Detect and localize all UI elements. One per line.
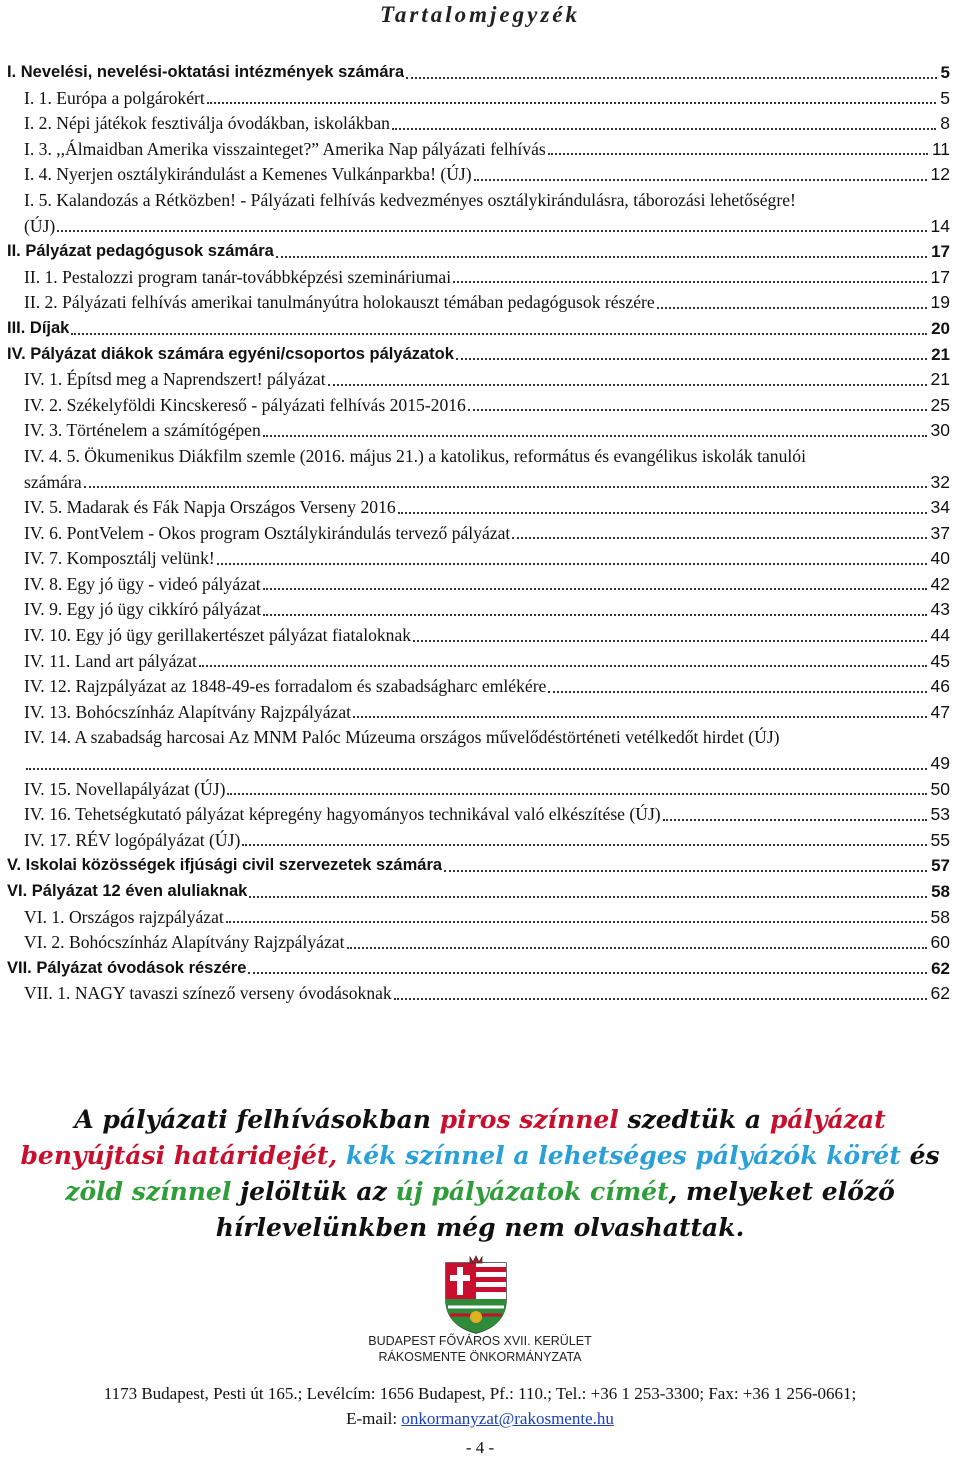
toc-entry-text: VII. 1. NAGY tavaszi színező verseny óvodásoknak — [24, 983, 392, 1004]
toc-dot-leader — [394, 997, 927, 1000]
org-line-2: RÁKOSMENTE ÖNKORMÁNYZATA — [378, 1350, 582, 1364]
toc-entry[interactable] — [7, 981, 950, 1007]
toc-entry-text: II. 1. Pestalozzi program tanár-továbbképzési szemináriumai — [24, 266, 452, 287]
toc-page-number: 19 — [930, 292, 950, 313]
organization-name — [0, 1333, 960, 1365]
toc-page-number: 21 — [930, 369, 950, 390]
toc-dot-leader — [468, 408, 927, 411]
toc-dot-leader — [226, 920, 927, 923]
toc-entry[interactable] — [7, 316, 950, 342]
toc-page-number: 53 — [930, 804, 950, 825]
toc-entry[interactable] — [7, 342, 950, 368]
toc-dot-leader — [84, 485, 927, 488]
toc-entry[interactable] — [7, 367, 950, 393]
toc-entry-text: IV. 11. Land art pályázat — [24, 650, 197, 671]
address-block — [0, 1381, 960, 1431]
toc-dot-leader — [276, 255, 927, 258]
toc-entry-text: I. 5. Kalandozás a Rétközben! - Pályázati felhívás kedvezményes osztálykirándulásra, táborozási lehetőségre! — [24, 189, 796, 210]
toc-dot-leader — [199, 664, 927, 667]
toc-entry-text: IV. 17. RÉV logópályázat (ÚJ) — [24, 829, 241, 850]
toc-entry[interactable] — [7, 905, 950, 931]
notice-green-text: zöld színnel — [65, 1177, 232, 1206]
toc-entry[interactable] — [7, 162, 950, 188]
toc-entry[interactable] — [7, 265, 950, 291]
toc-page-number: 57 — [931, 856, 950, 876]
toc-page-number: 62 — [930, 983, 950, 1004]
toc-entry-text: IV. 3. Történelem a számítógépen — [24, 420, 261, 441]
toc-entry[interactable] — [7, 802, 950, 828]
page-number: - 4 - — [465, 1438, 495, 1457]
toc-entry[interactable] — [7, 60, 950, 86]
toc-page-number: 58 — [930, 906, 950, 927]
toc-entry[interactable] — [7, 597, 950, 623]
toc-entry-text: VII. Pályázat óvodások részére — [7, 958, 247, 977]
toc-page-number: 11 — [931, 138, 950, 159]
table-of-contents — [7, 60, 950, 1007]
toc-dot-leader — [26, 767, 927, 770]
toc-entry[interactable] — [7, 546, 950, 572]
address-line: 1173 Budapest, Pesti út 165.; Levélcím: 1656 Budapest, Pf.: 110.; Tel.: +36 1 253-3300; Fax: +36 1 256-0661; — [103, 1384, 857, 1403]
toc-page-number: 25 — [930, 394, 950, 415]
toc-dot-leader — [227, 792, 926, 795]
toc-page-number: 37 — [930, 522, 950, 543]
toc-entry[interactable] — [7, 649, 950, 675]
toc-entry[interactable] — [7, 572, 950, 598]
color-legend-notice — [0, 1102, 960, 1246]
toc-entry-text: IV. 1. Építsd meg a Naprendszert! pályázat — [24, 369, 326, 390]
page-title: Tartalomjegyzék — [379, 2, 581, 27]
toc-dot-leader — [353, 715, 927, 718]
toc-entry-text: IV. 14. A szabadság harcosai Az MNM Palóc Múzeuma országos művelődéstörténeti vetélkedőt hirdet (ÚJ) — [24, 727, 780, 748]
toc-entry[interactable] — [7, 700, 950, 726]
toc-dot-leader — [398, 511, 927, 514]
toc-entry[interactable] — [7, 111, 950, 137]
toc-entry-text: I. 3. ,,Álmaidban Amerika visszainteget?” Amerika Nap pályázati felhívás — [24, 138, 546, 159]
toc-entry-text: I. 2. Népi játékok fesztiválja óvodákban, iskolákban — [24, 113, 390, 134]
toc-page-number: 45 — [930, 650, 950, 671]
toc-entry[interactable] — [7, 725, 950, 776]
toc-entry[interactable] — [7, 444, 950, 495]
toc-page-number: 60 — [930, 932, 950, 953]
toc-entry-text: IV. 16. Tehetségkutató pályázat képregény hagyományos technikával való elkészítése (ÚJ) — [24, 804, 661, 825]
notice-red-text: pályázat benyújtási határidejét, — [20, 1105, 886, 1170]
toc-entry-text: VI. 2. Bohócszínház Alapítvány Rajzpályázat — [24, 932, 345, 953]
notice-green-text: új pályázatok címét — [395, 1177, 669, 1206]
toc-entry[interactable] — [7, 239, 950, 265]
toc-dot-leader — [248, 971, 927, 974]
toc-dot-leader — [474, 178, 927, 181]
toc-entry[interactable] — [7, 674, 950, 700]
toc-page-number: 58 — [931, 882, 950, 901]
toc-dot-leader — [657, 306, 927, 309]
toc-dot-leader — [57, 229, 926, 232]
toc-entry[interactable] — [7, 879, 950, 905]
toc-page-number: 40 — [930, 548, 950, 569]
toc-page-number: 47 — [930, 701, 950, 722]
toc-entry-text: IV. 13. Bohócszínház Alapítvány Rajzpályázat — [24, 701, 352, 722]
toc-dot-leader — [217, 562, 927, 565]
toc-dot-leader — [392, 127, 936, 130]
toc-page-number: 21 — [931, 344, 950, 364]
toc-dot-leader — [548, 152, 928, 155]
toc-dot-leader — [453, 280, 926, 283]
toc-entry-text: IV. 4. 5. Ökumenikus Diákfilm szemle (2016. május 21.) a katolikus, református és evangélikus iskolák tanulói — [24, 445, 806, 466]
notice-red-text: piros színnel — [439, 1105, 619, 1134]
toc-entry[interactable] — [7, 777, 950, 803]
toc-entry[interactable] — [7, 828, 950, 854]
toc-page-number: 49 — [930, 753, 950, 774]
toc-page-number: 17 — [931, 242, 950, 262]
notice-text: A pályázati felhívásokban — [74, 1105, 440, 1134]
notice-blue-text: kék színnel a lehetséges pályázók körét — [345, 1141, 901, 1170]
toc-entry-text: IV. 2. Székelyföldi Kincskereső - pályázati felhívás 2015-2016 — [24, 394, 466, 415]
toc-page-number: 5 — [940, 87, 950, 108]
toc-page-number: 32 — [930, 471, 950, 492]
toc-page-number: 43 — [930, 599, 950, 620]
toc-entry-text: I. 1. Európa a polgárokért — [24, 87, 205, 108]
toc-page-number: 34 — [930, 497, 950, 518]
notice-text: szedtük a — [618, 1105, 770, 1134]
toc-entry-text: II. 2. Pályázati felhívás amerikai tanulmányútra holokauszt témában pedagógusok részére — [24, 292, 655, 313]
toc-entry[interactable] — [7, 290, 950, 316]
toc-dot-leader — [548, 690, 926, 693]
toc-dot-leader — [263, 434, 927, 437]
toc-entry[interactable] — [7, 956, 950, 982]
toc-dot-leader — [207, 101, 937, 104]
toc-entry-text: III. Díjak — [7, 318, 70, 337]
toc-entry-text-continued: számára — [24, 471, 82, 492]
toc-dot-leader — [328, 383, 927, 386]
toc-page-number: 30 — [930, 420, 950, 441]
toc-page-number: 62 — [931, 958, 950, 978]
toc-dot-leader — [263, 613, 926, 616]
toc-entry[interactable] — [7, 521, 950, 547]
email-label: E-mail: — [346, 1409, 402, 1428]
toc-entry-text: IV. 8. Egy jó ügy - videó pályázat — [24, 573, 261, 594]
toc-dot-leader — [263, 587, 927, 590]
toc-entry[interactable] — [7, 930, 950, 956]
toc-dot-leader — [413, 639, 926, 642]
email-link[interactable]: onkormanyzat@rakosmente.hu — [401, 1409, 614, 1428]
toc-entry-text: IV. 7. Komposztálj velünk! — [24, 548, 215, 569]
toc-entry[interactable] — [7, 495, 950, 521]
toc-entry[interactable] — [7, 137, 950, 163]
toc-page-number: 42 — [930, 573, 950, 594]
toc-entry-text: IV. 12. Rajzpályázat az 1848-49-es forradalom és szabadságharc emlékére — [24, 676, 547, 697]
toc-page-number: 50 — [930, 778, 950, 799]
toc-page-number: 46 — [930, 676, 950, 697]
toc-entry-text: I. Nevelési, nevelési-oktatási intézmények számára — [7, 63, 405, 81]
toc-dot-leader — [406, 76, 936, 79]
coat-of-arms-icon — [440, 1253, 512, 1335]
toc-page-number: 20 — [931, 318, 950, 338]
toc-dot-leader — [71, 332, 927, 335]
toc-entry-text: V. Iskolai közösségek ifjúsági civil szervezetek számára — [7, 856, 443, 875]
toc-entry-text: II. Pályázat pedagógusok számára — [7, 242, 274, 261]
toc-dot-leader — [347, 946, 927, 949]
toc-dot-leader — [663, 818, 927, 821]
notice-text: jelöltük az — [231, 1177, 396, 1206]
toc-page-number: 12 — [930, 164, 950, 185]
toc-entry-text: IV. 10. Egy jó ügy gerillakertészet pályázat fiataloknak — [24, 625, 412, 646]
toc-page-number: 5 — [940, 63, 950, 82]
toc-entry[interactable] — [7, 418, 950, 444]
toc-entry-text: I. 4. Nyerjen osztálykirándulást a Kemenes Vulkánparkba! (ÚJ) — [24, 164, 472, 185]
toc-page-number: 55 — [930, 829, 950, 850]
notice-text: , melyeket előző hírlevelünkben még nem olvashattak. — [215, 1177, 895, 1242]
toc-entry[interactable] — [7, 86, 950, 112]
org-line-1: BUDAPEST FŐVÁROS XVII. KERÜLET — [368, 1334, 592, 1348]
toc-page-number: 14 — [930, 215, 950, 236]
toc-entry-text: VI. Pályázat 12 éven aluliaknak — [7, 882, 248, 900]
toc-entry[interactable] — [7, 853, 950, 879]
toc-page-number: 8 — [940, 113, 950, 134]
toc-entry[interactable] — [7, 393, 950, 419]
toc-entry-text: IV. Pályázat diákok számára egyéni/csoportos pályázatok — [7, 344, 454, 363]
toc-page-number: 44 — [930, 625, 950, 646]
toc-entry[interactable] — [7, 188, 950, 239]
toc-entry-text: IV. 15. Novellapályázat (ÚJ) — [24, 778, 226, 799]
toc-dot-leader — [444, 869, 927, 872]
toc-entry-text: IV. 6. PontVelem - Okos program Osztálykirándulás tervező pályázat — [24, 522, 511, 543]
toc-dot-leader — [249, 895, 927, 898]
toc-page-number: 17 — [930, 266, 950, 287]
toc-dot-leader — [512, 536, 926, 539]
toc-entry-text: VI. 1. Országos rajzpályázat — [24, 906, 224, 927]
toc-entry-text-continued: (ÚJ) — [24, 215, 56, 236]
toc-entry[interactable] — [7, 623, 950, 649]
notice-text — [337, 1141, 346, 1170]
toc-entry-text: IV. 9. Egy jó ügy cikkíró pályázat — [24, 599, 262, 620]
notice-text: és — [900, 1141, 940, 1170]
toc-dot-leader — [456, 357, 927, 360]
toc-entry-text: IV. 5. Madarak és Fák Napja Országos Verseny 2016 — [24, 497, 396, 518]
toc-dot-leader — [242, 843, 926, 846]
